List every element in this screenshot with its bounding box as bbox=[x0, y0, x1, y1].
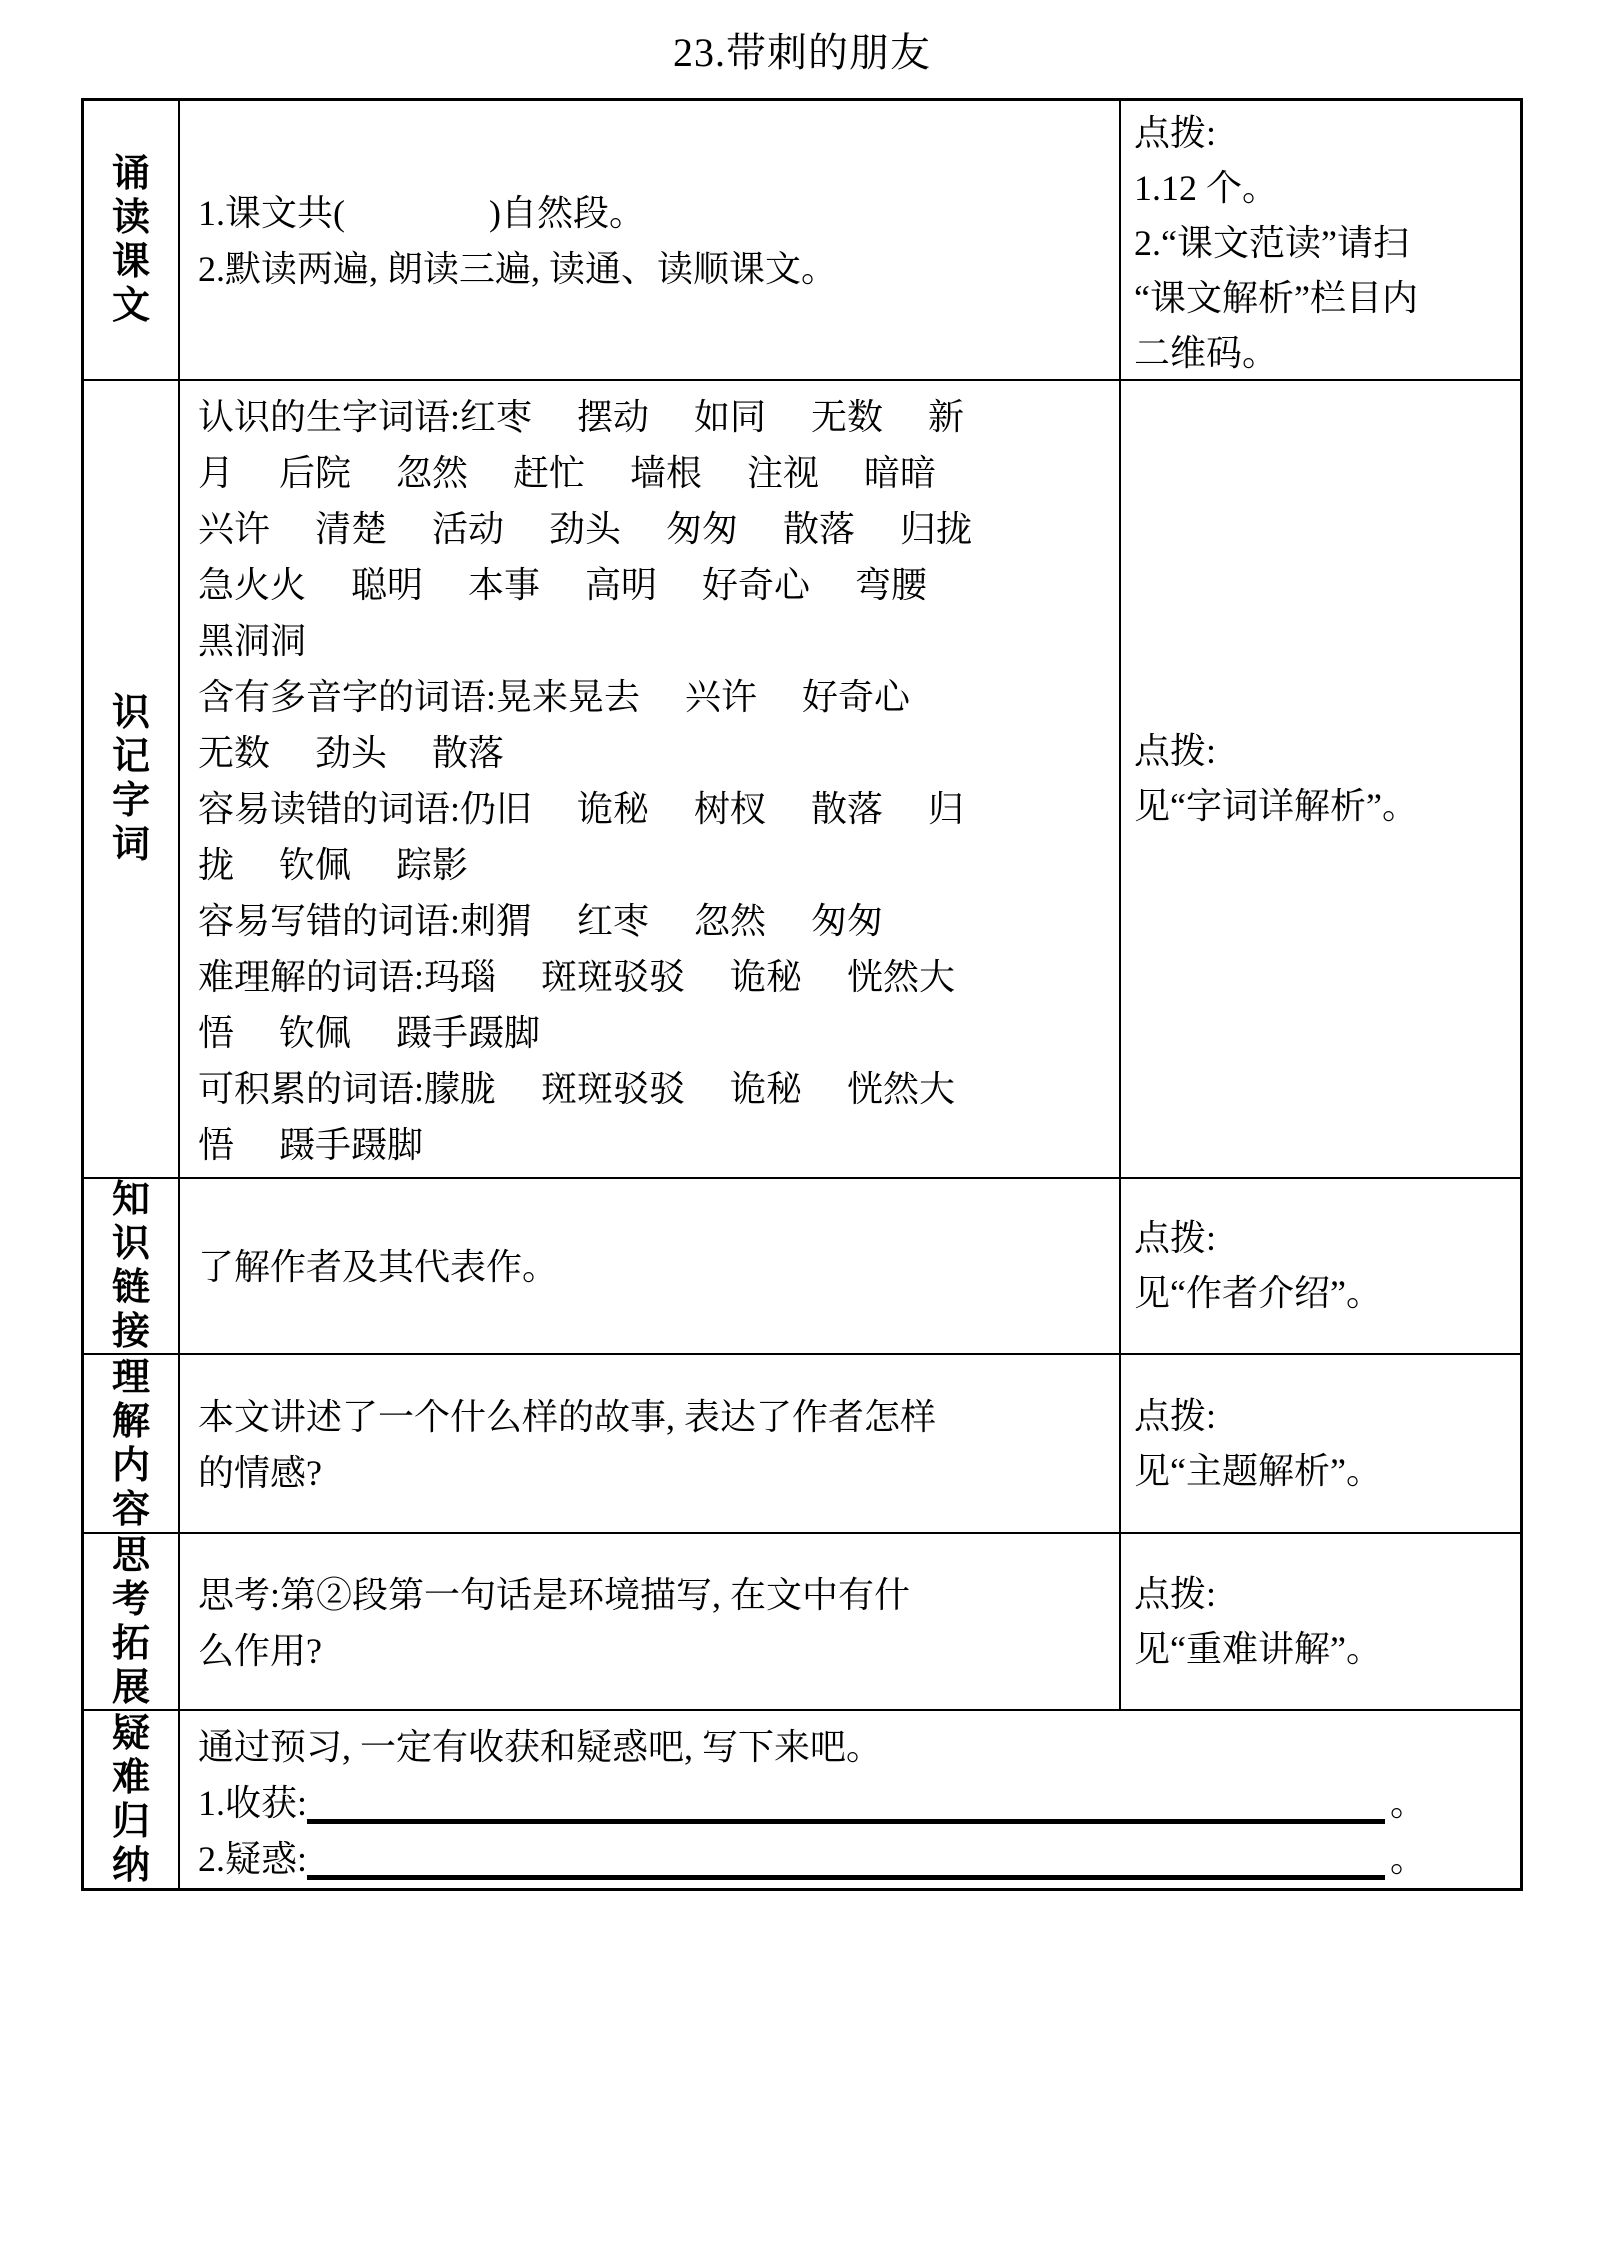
content-line: 月 后院 忽然 赶忙 墙根 注视 暗暗 bbox=[198, 453, 937, 493]
hint-line: 见“作者介绍”。 bbox=[1134, 1273, 1382, 1313]
row-content-recite-text bbox=[180, 101, 1121, 381]
content-line: 黑洞洞 bbox=[198, 621, 307, 661]
row-label-cell-think-expand bbox=[84, 1534, 180, 1711]
row-label-cell-questions-summary bbox=[84, 1711, 180, 1888]
answer-blank-row bbox=[198, 1775, 1506, 1831]
row-label-cell-understand-content bbox=[84, 1355, 180, 1534]
row-content-understand-content bbox=[180, 1355, 1121, 1534]
content-line: 本文讲述了一个什么样的故事, 表达了作者怎样 bbox=[198, 1396, 937, 1437]
row-label-cell-recite-text bbox=[84, 101, 180, 381]
row-label-questions-summary: 疑难归纳 bbox=[111, 1712, 150, 1887]
row-label-cell-memorize-words bbox=[84, 381, 180, 1179]
answer-blank-row bbox=[198, 1831, 1506, 1887]
hint-cell-memorize-words bbox=[1121, 381, 1520, 1179]
content-line: 了解作者及其代表作。 bbox=[198, 1247, 559, 1287]
row-label-understand-content: 理解内容 bbox=[111, 1356, 150, 1531]
content-line: 的情感? bbox=[198, 1452, 322, 1493]
hint-line: 点拨: bbox=[1134, 1573, 1217, 1614]
content-line: 1.课文共( )自然段。 bbox=[198, 193, 645, 233]
preview-table bbox=[81, 98, 1523, 1891]
hint-cell-understand-content bbox=[1121, 1355, 1520, 1534]
hint-cell-think-expand bbox=[1121, 1534, 1520, 1711]
hint-line: 见“字词详解析”。 bbox=[1134, 786, 1418, 826]
row-content-questions-summary bbox=[180, 1711, 1520, 1888]
page-title: 23.带刺的朋友 bbox=[673, 30, 931, 75]
blank-period: 。 bbox=[1390, 1839, 1427, 1879]
row-label-think-expand: 思考拓展 bbox=[111, 1534, 150, 1709]
hint-line: 1.12 个。 bbox=[1134, 168, 1279, 208]
content-line: 悟 蹑手蹑脚 bbox=[198, 1125, 424, 1165]
hint-line: 点拨: bbox=[1134, 731, 1217, 771]
hint-line: 2.“课文范读”请扫 bbox=[1134, 223, 1409, 263]
content-line: 拢 钦佩 踪影 bbox=[198, 845, 469, 885]
row-label-knowledge-link: 知识链接 bbox=[111, 1179, 150, 1353]
content-line: 难理解的词语:玛瑙 斑斑驳驳 诡秘 恍然大 bbox=[198, 957, 956, 997]
hint-line: “课文解析”栏目内 bbox=[1134, 278, 1418, 318]
content-line: 容易写错的词语:刺猬 红枣 忽然 匆匆 bbox=[198, 901, 884, 941]
answer-blank-line bbox=[307, 1875, 1385, 1880]
row-label-memorize-words: 识记字词 bbox=[111, 692, 150, 866]
content-line: 无数 劲头 散落 bbox=[198, 733, 505, 773]
hint-line: 见“重难讲解”。 bbox=[1134, 1628, 1382, 1669]
content-line: 认识的生字词语:红枣 摆动 如同 无数 新 bbox=[198, 397, 965, 437]
content-line: 么作用? bbox=[198, 1630, 322, 1671]
row-label-cell-knowledge-link bbox=[84, 1179, 180, 1355]
blank-period: 。 bbox=[1390, 1783, 1427, 1823]
hint-cell-knowledge-link bbox=[1121, 1179, 1520, 1355]
row-content-memorize-words bbox=[180, 381, 1121, 1179]
content-line: 急火火 聪明 本事 高明 好奇心 弯腰 bbox=[198, 565, 928, 605]
hint-line: 见“主题解析”。 bbox=[1134, 1450, 1382, 1491]
content-line: 可积累的词语:朦胧 斑斑驳驳 诡秘 恍然大 bbox=[198, 1069, 956, 1109]
answer-blank-line bbox=[307, 1819, 1385, 1824]
blank-label: 1.收获: bbox=[198, 1783, 308, 1823]
content-line: 思考:第②段第一句话是环境描写, 在文中有什 bbox=[198, 1574, 911, 1615]
content-line: 2.默读两遍, 朗读三遍, 读通、读顺课文。 bbox=[198, 249, 838, 289]
content-line: 悟 钦佩 蹑手蹑脚 bbox=[198, 1013, 541, 1053]
content-line: 含有多音字的词语:晃来晃去 兴许 好奇心 bbox=[198, 677, 911, 717]
hint-line: 二维码。 bbox=[1134, 333, 1279, 373]
blank-label: 2.疑惑: bbox=[198, 1839, 308, 1879]
row-label-recite-text: 诵读课文 bbox=[111, 153, 150, 327]
content-line: 兴许 清楚 活动 劲头 匆匆 散落 归拢 bbox=[198, 509, 973, 549]
hint-line: 点拨: bbox=[1134, 1395, 1217, 1436]
hint-line: 点拨: bbox=[1134, 113, 1217, 153]
content-line: 容易读错的词语:仍旧 诡秘 树杈 散落 归 bbox=[198, 789, 965, 829]
row-content-knowledge-link bbox=[180, 1179, 1121, 1355]
hint-line: 点拨: bbox=[1134, 1218, 1217, 1258]
row-content-think-expand bbox=[180, 1534, 1121, 1711]
content-line: 通过预习, 一定有收获和疑惑吧, 写下来吧。 bbox=[198, 1727, 883, 1767]
hint-cell-recite-text bbox=[1121, 101, 1520, 381]
